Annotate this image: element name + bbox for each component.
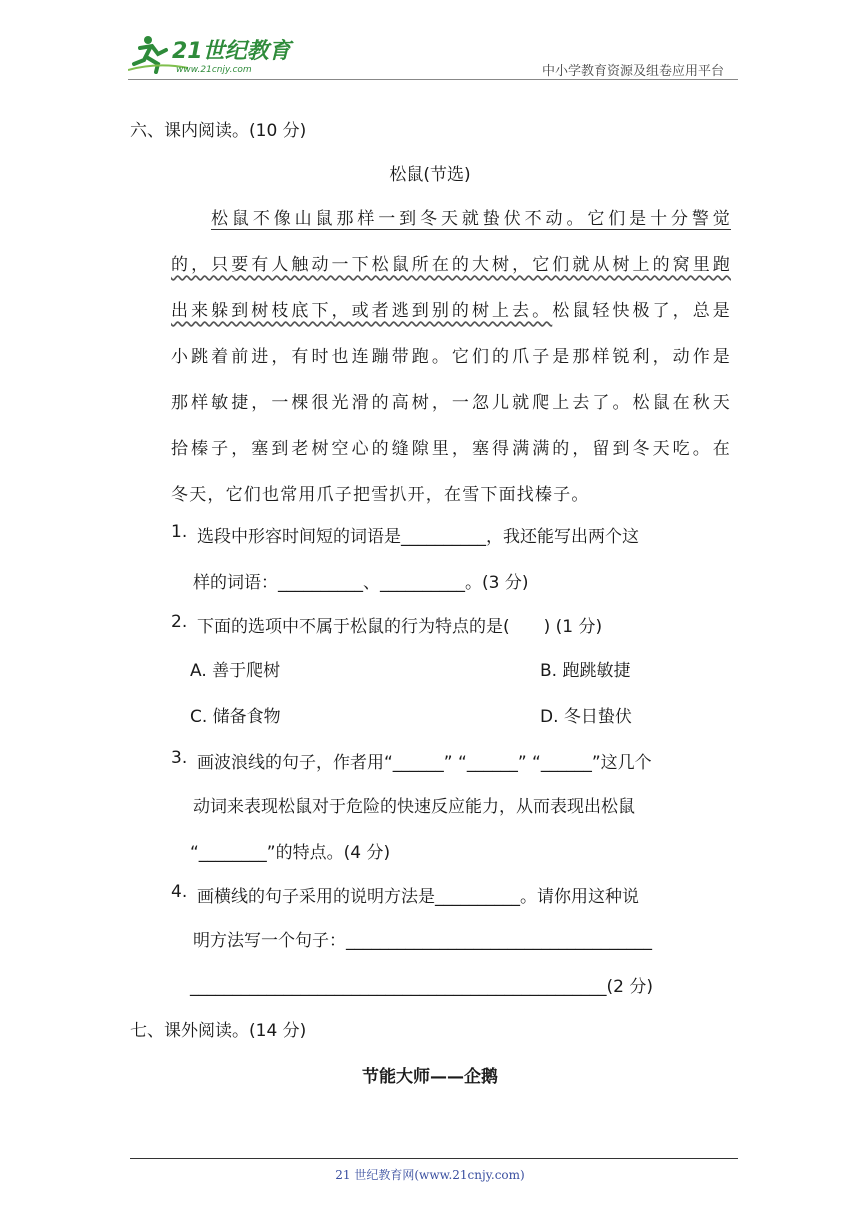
logo-url: www.21cnjy.com: [176, 65, 252, 75]
option-d: D. 冬日蛰伏: [540, 707, 632, 727]
passage-line: 冬天，它们也常用爪子把雪扒开，在雪下面找榛子。: [171, 485, 590, 505]
passage-line: 出来躲到树枝底下，或者逃到别的树上去。: [171, 301, 553, 321]
question-number: 4.: [171, 882, 188, 902]
passage-title-6: 松鼠(节选): [389, 165, 471, 185]
platform-label: 中小学教育资源及组卷应用平台: [541, 64, 724, 79]
question-number: 3.: [171, 748, 188, 768]
footer-text: 21 世纪教育网(www.21cnjy.com): [335, 1168, 525, 1182]
question-2-text: 下面的选项中不属于松鼠的行为特点的是( ) (1 分): [197, 617, 603, 637]
logo-text: 21世纪教育: [172, 39, 291, 64]
option-a: A. 善于爬树: [190, 661, 281, 681]
passage-line: 的，只要有人触动一下松鼠所在的大树，它们就从树上的窝里跑: [171, 255, 731, 275]
question-3-text: “________”的特点。(4 分): [190, 843, 391, 863]
question-1-text: 选段中形容时间短的词语是__________，我还能写出两个这: [197, 527, 639, 547]
passage-line: 松鼠轻快极了，总是: [552, 301, 731, 321]
question-number: 2.: [171, 612, 188, 632]
passage-title-7: 节能大师——企鹅: [362, 1067, 498, 1087]
logo: [128, 32, 298, 76]
page-header: [128, 30, 738, 80]
question-number: 1.: [171, 522, 188, 542]
question-4-text: _________________________________________________(2 分): [190, 977, 653, 997]
passage-line: 那样敏捷，一棵很光滑的高树，一忽儿就爬上去了。松鼠在秋天: [171, 393, 731, 413]
section-heading-7: 七、课外阅读。(14 分): [130, 1021, 307, 1041]
question-4-text: 画横线的句子采用的说明方法是__________。请你用这种说: [197, 887, 639, 907]
option-c: C. 储备食物: [190, 707, 281, 727]
passage-line: 松鼠不像山鼠那样一到冬天就蛰伏不动。它们是十分警觉: [211, 209, 731, 229]
footer-divider: [130, 1158, 738, 1159]
question-4-text: 明方法写一个句子：____________________________________: [193, 931, 652, 951]
question-1-text: 样的词语：__________、__________。(3 分): [193, 573, 529, 593]
option-b: B. 跑跳敏捷: [540, 661, 631, 681]
question-3-text: 画波浪线的句子，作者用“______” “______” “______”这几个: [197, 753, 652, 773]
passage-line: 拾榛子，塞到老树空心的缝隙里，塞得满满的，留到冬天吃。在: [171, 439, 731, 459]
section-heading-6: 六、课内阅读。(10 分): [130, 121, 307, 141]
header-divider: [128, 79, 738, 80]
question-3-text: 动词来表现松鼠对于危险的快速反应能力，从而表现出松鼠: [193, 797, 635, 817]
passage-line: 小跳着前进，有时也连蹦带跑。它们的爪子是那样锐利，动作是: [171, 347, 731, 367]
